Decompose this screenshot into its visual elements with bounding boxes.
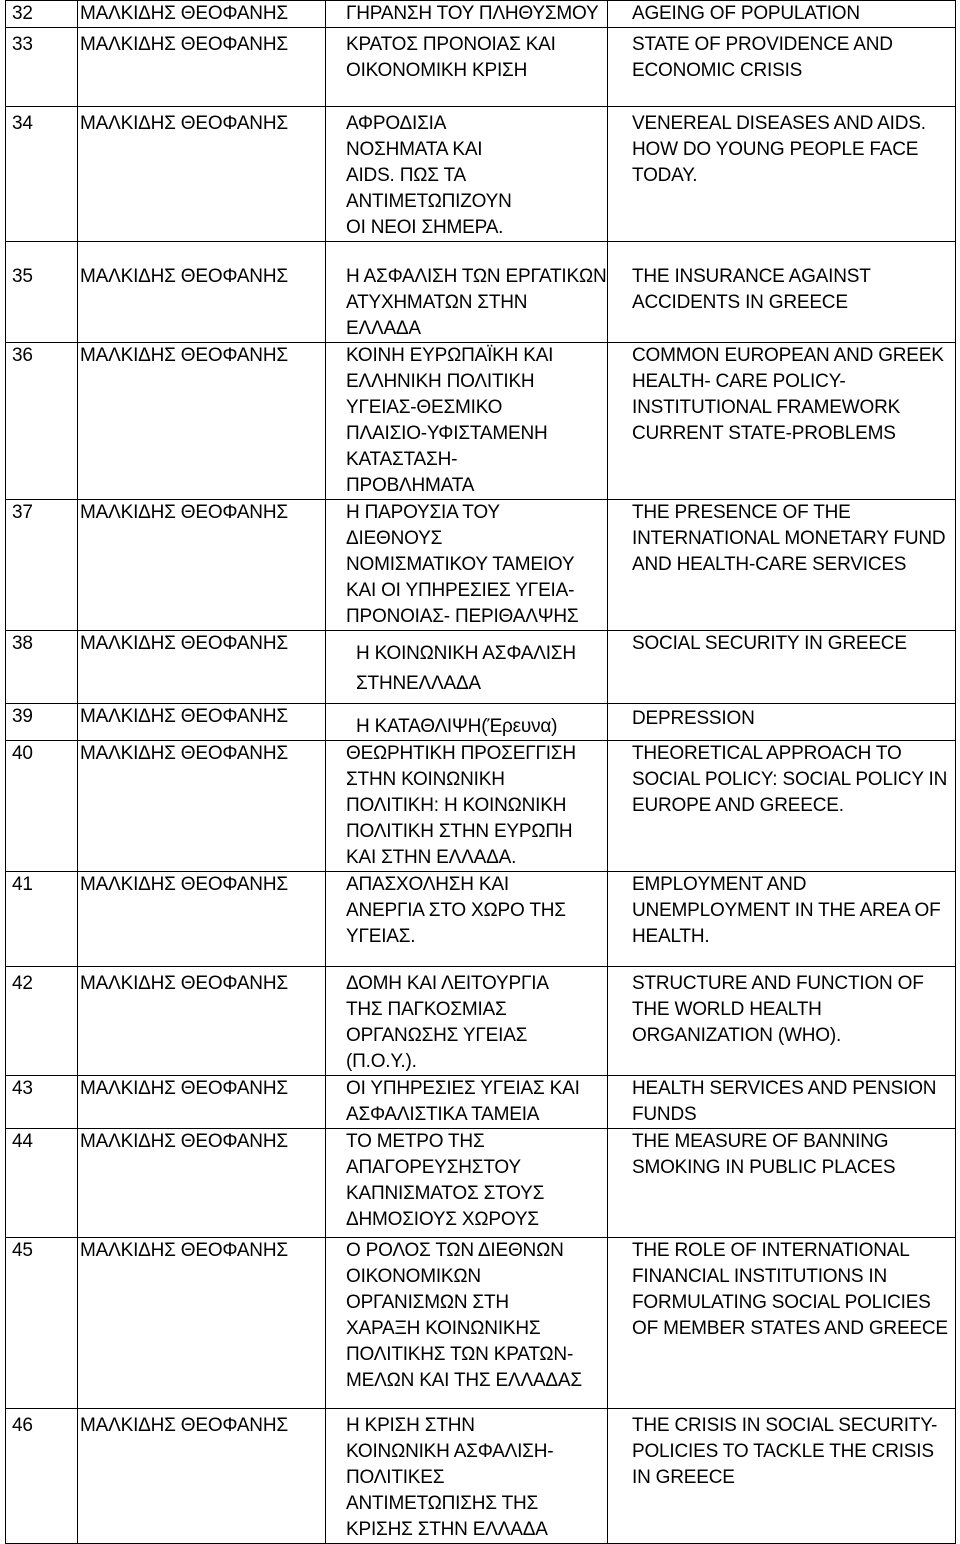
title-english: THE MEASURE OF BANNING SMOKING IN PUBLIC PLACES	[608, 1129, 956, 1238]
title-greek: ΚΡΑΤΟΣ ΠΡΟΝΟΙΑΣ ΚΑΙ ΟΙΚΟΝΟΜΙΚΗ ΚΡΙΣΗ	[326, 28, 608, 107]
row-number: 33	[6, 28, 78, 107]
row-number: 45	[6, 1238, 78, 1409]
row-number: 38	[6, 631, 78, 704]
title-english: SOCIAL SECURITY IN GREECE	[608, 631, 956, 704]
title-greek: ΘΕΩΡΗΤΙΚΗ ΠΡΟΣΕΓΓΙΣΗ ΣΤΗΝ ΚΟΙΝΩΝΙΚΗ ΠΟΛΙΤΙΚΗ: Η ΚΟΙΝΩΝΙΚΗ ΠΟΛΙΤΙΚΗ ΣΤΗΝ ΕΥΡΩΠΗ ΚΑΙ ΣΤΗΝ ΕΛΛΑΔΑ.	[326, 741, 608, 872]
title-english: COMMON EUROPEAN AND GREEK HEALTH- CARE POLICY-INSTITUTIONAL FRAMEWORK CURRENT STATE-PROBLEMS	[608, 343, 956, 500]
table-row	[6, 1076, 956, 1129]
author-name: ΜΑΛΚΙΔΗΣ ΘΕΟΦΑΝΗΣ	[78, 872, 326, 967]
title-greek: ΚΟΙΝΗ ΕΥΡΩΠΑΪΚΗ ΚΑΙ ΕΛΛΗΝΙΚΗ ΠΟΛΙΤΙΚΗ ΥΓΕΙΑΣ-ΘΕΣΜΙΚΟ ΠΛΑΙΣΙΟ-ΥΦΙΣΤΑΜΕΝΗ ΚΑΤΑΣΤΑΣΗ-ΠΡΟΒΛΗΜΑΤΑ	[326, 343, 608, 500]
title-greek: Η ΚΡΙΣΗ ΣΤΗΝ ΚΟΙΝΩΝΙΚΗ ΑΣΦΑΛΙΣΗ- ΠΟΛΙΤΙΚΕΣ ΑΝΤΙΜΕΤΩΠΙΣΗΣ ΤΗΣ ΚΡΙΣΗΣ ΣΤΗΝ ΕΛΛΑΔΑ	[326, 1409, 608, 1544]
author-name: ΜΑΛΚΙΔΗΣ ΘΕΟΦΑΝΗΣ	[78, 1076, 326, 1129]
table-row	[6, 242, 956, 343]
table-row	[6, 967, 956, 1076]
title-english: HEALTH SERVICES AND PENSION FUNDS	[608, 1076, 956, 1129]
author-name: ΜΑΛΚΙΔΗΣ ΘΕΟΦΑΝΗΣ	[78, 1409, 326, 1544]
author-name: ΜΑΛΚΙΔΗΣ ΘΕΟΦΑΝΗΣ	[78, 704, 326, 741]
author-name: ΜΑΛΚΙΔΗΣ ΘΕΟΦΑΝΗΣ	[78, 741, 326, 872]
row-number: 36	[6, 343, 78, 500]
title-english: THE CRISIS IN SOCIAL SECURITY-POLICIES TO TACKLE THE CRISIS IN GREECE	[608, 1409, 956, 1544]
row-number: 39	[6, 704, 78, 741]
author-name: ΜΑΛΚΙΔΗΣ ΘΕΟΦΑΝΗΣ	[78, 28, 326, 107]
row-number: 37	[6, 500, 78, 631]
author-name: ΜΑΛΚΙΔΗΣ ΘΕΟΦΑΝΗΣ	[78, 343, 326, 500]
author-name: ΜΑΛΚΙΔΗΣ ΘΕΟΦΑΝΗΣ	[78, 1, 326, 28]
title-english: THE INSURANCE AGAINST ACCIDENTS IN GREECE	[608, 242, 956, 343]
author-name: ΜΑΛΚΙΔΗΣ ΘΕΟΦΑΝΗΣ	[78, 631, 326, 704]
title-greek: Η ΑΣΦΑΛΙΣΗ ΤΩΝ ΕΡΓΑΤΙΚΩΝ ΑΤΥΧΗΜΑΤΩΝ ΣΤΗΝ ΕΛΛΑΔΑ	[326, 242, 608, 343]
row-number: 40	[6, 741, 78, 872]
author-name: ΜΑΛΚΙΔΗΣ ΘΕΟΦΑΝΗΣ	[78, 107, 326, 242]
row-number: 42	[6, 967, 78, 1076]
title-greek: ΑΠΑΣΧΟΛΗΣΗ ΚΑΙ ΑΝΕΡΓΙΑ ΣΤΟ ΧΩΡΟ ΤΗΣ ΥΓΕΙΑΣ.	[326, 872, 608, 967]
row-number: 35	[6, 242, 78, 343]
row-number: 41	[6, 872, 78, 967]
title-english: STATE OF PROVIDENCE AND ECONOMIC CRISIS	[608, 28, 956, 107]
table-row	[6, 500, 956, 631]
author-name: ΜΑΛΚΙΔΗΣ ΘΕΟΦΑΝΗΣ	[78, 242, 326, 343]
author-name: ΜΑΛΚΙΔΗΣ ΘΕΟΦΑΝΗΣ	[78, 1238, 326, 1409]
row-number: 44	[6, 1129, 78, 1238]
table-row	[6, 631, 956, 704]
title-english: EMPLOYMENT AND UNEMPLOYMENT IN THE AREA OF HEALTH.	[608, 872, 956, 967]
title-greek: ΔΟΜΗ ΚΑΙ ΛΕΙΤΟΥΡΓΙΑ ΤΗΣ ΠΑΓΚΟΣΜΙΑΣ ΟΡΓΑΝΩΣΗΣ ΥΓΕΙΑΣ (Π.Ο.Υ.).	[326, 967, 608, 1076]
title-greek: ΓΗΡΑΝΣΗ ΤΟΥ ΠΛΗΘΥΣΜΟΥ	[326, 1, 608, 28]
table-row	[6, 107, 956, 242]
table-row	[6, 1238, 956, 1409]
table-row	[6, 28, 956, 107]
title-english: AGEING OF POPULATION	[608, 1, 956, 28]
table-row	[6, 1, 956, 28]
title-english: VENEREAL DISEASES AND AIDS. HOW DO YOUNG PEOPLE FACE TODAY.	[608, 107, 956, 242]
table-row	[6, 1409, 956, 1544]
title-greek: Η ΠΑΡΟΥΣΙΑ ΤΟΥ ΔΙΕΘΝΟΥΣ ΝΟΜΙΣΜΑΤΙΚΟΥ ΤΑΜΕΙΟΥ ΚΑΙ ΟΙ ΥΠΗΡΕΣΙΕΣ ΥΓΕΙΑ-ΠΡΟΝΟΙΑΣ- ΠΕΡΙΘΑΛΨΗΣ	[326, 500, 608, 631]
row-number: 43	[6, 1076, 78, 1129]
title-greek: Η ΚΟΙΝΩΝΙΚΗ ΑΣΦΑΛΙΣΗ ΣΤΗΝΕΛΛΑΔΑ	[326, 631, 608, 704]
title-greek: ΟΙ ΥΠΗΡΕΣΙΕΣ ΥΓΕΙΑΣ ΚΑΙ ΑΣΦΑΛΙΣΤΙΚΑ ΤΑΜΕΙΑ	[326, 1076, 608, 1129]
title-greek: Ο ΡΟΛΟΣ ΤΩΝ ΔΙΕΘΝΩΝ ΟΙΚΟΝΟΜΙΚΩΝ ΟΡΓΑΝΙΣΜΩΝ ΣΤΗ ΧΑΡΑΞΗ ΚΟΙΝΩΝΙΚΗΣ ΠΟΛΙΤΙΚΗΣ ΤΩΝ ΚΡΑΤΩΝ-ΜΕΛΩΝ ΚΑΙ ΤΗΣ ΕΛΛΑΔΑΣ	[326, 1238, 608, 1409]
title-english: THE PRESENCE OF THE INTERNATIONAL MONETARY FUND AND HEALTH-CARE SERVICES	[608, 500, 956, 631]
title-greek: ΑΦΡΟΔΙΣΙΑ ΝΟΣΗΜΑΤΑ ΚΑΙ AIDS. ΠΩΣ ΤΑ ΑΝΤΙΜΕΤΩΠΙΖΟΥΝ ΟΙ ΝΕΟΙ ΣΗΜΕΡΑ.	[326, 107, 608, 242]
title-english: THE ROLE OF INTERNATIONAL FINANCIAL INSTITUTIONS IN FORMULATING SOCIAL POLICIES OF MEMBER STATES AND GREECE	[608, 1238, 956, 1409]
title-english: STRUCTURE AND FUNCTION OF THE WORLD HEALTH ORGANIZATION (WHO).	[608, 967, 956, 1076]
table-row	[6, 741, 956, 872]
thesis-list-table	[5, 0, 956, 1544]
title-greek: ΤΟ ΜΕΤΡΟ ΤΗΣ ΑΠΑΓΟΡΕΥΣΗΣΤΟΥ ΚΑΠΝΙΣΜΑΤΟΣ ΣΤΟΥΣ ΔΗΜΟΣΙΟΥΣ ΧΩΡΟΥΣ	[326, 1129, 608, 1238]
row-number: 46	[6, 1409, 78, 1544]
table-row	[6, 343, 956, 500]
author-name: ΜΑΛΚΙΔΗΣ ΘΕΟΦΑΝΗΣ	[78, 1129, 326, 1238]
title-english: THEORETICAL APPROACH TO SOCIAL POLICY: SOCIAL POLICY IN EUROPE AND GREECE.	[608, 741, 956, 872]
title-greek: Η ΚΑΤΑΘΛΙΨΗ(Έρευνα)	[326, 704, 608, 741]
table-row	[6, 704, 956, 741]
table-row	[6, 872, 956, 967]
author-name: ΜΑΛΚΙΔΗΣ ΘΕΟΦΑΝΗΣ	[78, 500, 326, 631]
title-english: DEPRESSION	[608, 704, 956, 741]
table-row	[6, 1129, 956, 1238]
author-name: ΜΑΛΚΙΔΗΣ ΘΕΟΦΑΝΗΣ	[78, 967, 326, 1076]
row-number: 34	[6, 107, 78, 242]
row-number: 32	[6, 1, 78, 28]
